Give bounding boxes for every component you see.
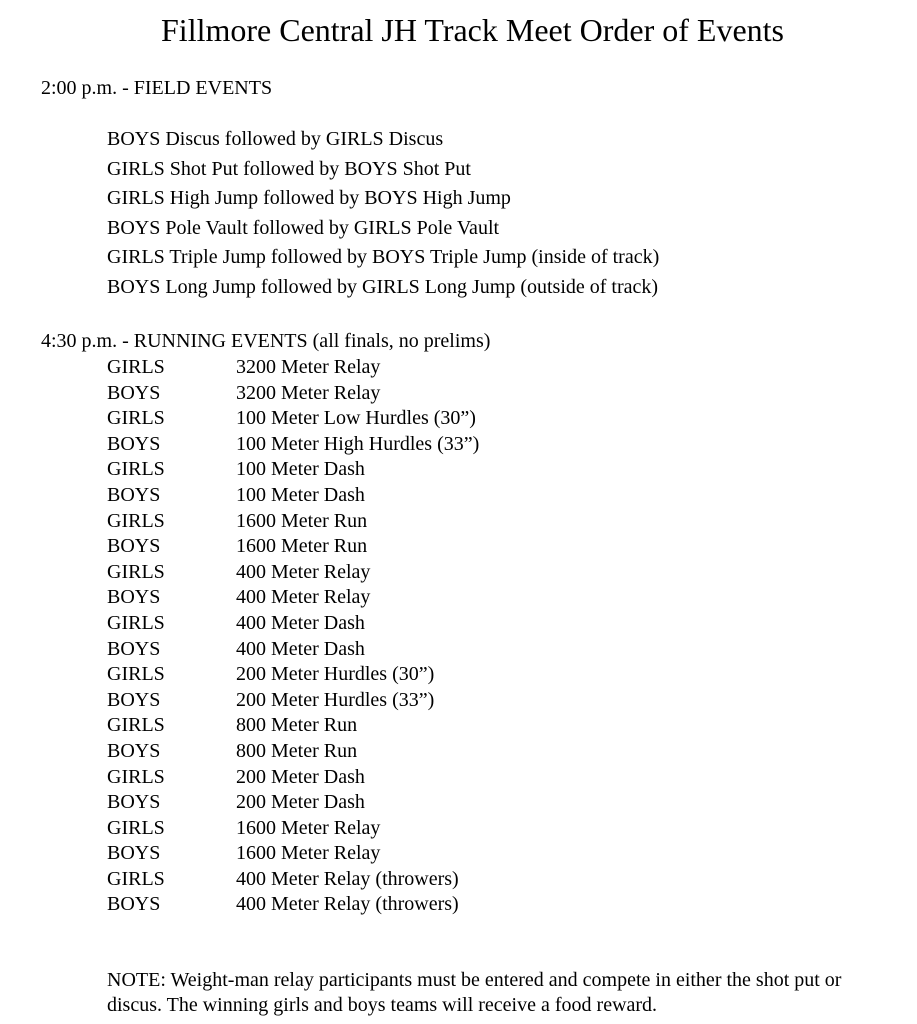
field-event-item: BOYS Pole Vault followed by GIRLS Pole Vault bbox=[107, 216, 500, 239]
running-event-name: 800 Meter Run bbox=[236, 739, 358, 762]
running-event-gender: BOYS bbox=[107, 791, 161, 814]
running-event-gender: BOYS bbox=[107, 535, 161, 558]
running-event-row bbox=[107, 457, 479, 483]
running-event-row bbox=[107, 534, 479, 560]
running-event-gender: GIRLS bbox=[107, 509, 165, 532]
running-events-heading: 4:30 p.m. - RUNNING EVENTS (all finals, no prelims) bbox=[41, 330, 491, 352]
running-event-name: 400 Meter Relay bbox=[236, 560, 371, 583]
running-event-row bbox=[107, 611, 479, 637]
running-events-list bbox=[107, 355, 479, 918]
running-event-name: 200 Meter Hurdles (30”) bbox=[236, 663, 435, 686]
running-event-name: 800 Meter Run bbox=[236, 714, 358, 737]
running-event-name: 200 Meter Hurdles (33”) bbox=[236, 688, 435, 711]
running-event-name: 1600 Meter Relay bbox=[236, 842, 381, 865]
running-event-row bbox=[107, 509, 479, 535]
running-event-row bbox=[107, 765, 479, 791]
running-event-row bbox=[107, 867, 479, 893]
running-event-gender: BOYS bbox=[107, 483, 161, 506]
running-event-row bbox=[107, 560, 479, 586]
running-event-name: 400 Meter Relay (throwers) bbox=[236, 867, 459, 890]
running-event-name: 100 Meter Dash bbox=[236, 458, 365, 481]
running-event-row bbox=[107, 637, 479, 663]
running-event-gender: BOYS bbox=[107, 381, 161, 404]
running-event-name: 400 Meter Relay bbox=[236, 586, 371, 609]
running-event-gender: BOYS bbox=[107, 637, 161, 660]
running-event-name: 100 Meter Dash bbox=[236, 483, 365, 506]
page-title: Fillmore Central JH Track Meet Order of Events bbox=[161, 12, 784, 48]
running-event-row bbox=[107, 355, 479, 381]
running-event-name: 400 Meter Dash bbox=[236, 611, 365, 634]
running-event-row bbox=[107, 406, 479, 432]
running-event-name: 400 Meter Dash bbox=[236, 637, 365, 660]
field-events-list bbox=[107, 125, 659, 303]
running-event-gender: BOYS bbox=[107, 586, 161, 609]
running-event-row bbox=[107, 688, 479, 714]
running-event-name: 100 Meter Low Hurdles (30”) bbox=[236, 407, 476, 430]
running-event-gender: GIRLS bbox=[107, 714, 165, 737]
running-event-row bbox=[107, 892, 479, 918]
running-event-row bbox=[107, 790, 479, 816]
running-event-gender: GIRLS bbox=[107, 611, 165, 634]
running-event-row bbox=[107, 816, 479, 842]
running-event-name: 1600 Meter Run bbox=[236, 535, 368, 558]
running-event-gender: BOYS bbox=[107, 688, 161, 711]
running-event-gender: BOYS bbox=[107, 842, 161, 865]
running-event-gender: GIRLS bbox=[107, 356, 165, 378]
field-event-item: GIRLS Shot Put followed by BOYS Shot Put bbox=[107, 157, 471, 180]
running-event-row bbox=[107, 841, 479, 867]
field-event-item: GIRLS Triple Jump followed by BOYS Triple Jump (inside of track) bbox=[107, 246, 660, 269]
field-event-item: BOYS Long Jump followed by GIRLS Long Jump (outside of track) bbox=[107, 275, 659, 298]
running-event-name: 3200 Meter Relay bbox=[236, 356, 381, 378]
running-event-row bbox=[107, 713, 479, 739]
running-event-row bbox=[107, 585, 479, 611]
running-event-name: 200 Meter Dash bbox=[236, 791, 365, 814]
running-event-gender: GIRLS bbox=[107, 765, 165, 788]
running-event-gender: GIRLS bbox=[107, 560, 165, 583]
field-event-item: GIRLS High Jump followed by BOYS High Jump bbox=[107, 187, 511, 210]
running-event-row bbox=[107, 483, 479, 509]
running-event-row bbox=[107, 662, 479, 688]
running-event-gender: GIRLS bbox=[107, 407, 165, 430]
running-event-gender: BOYS bbox=[107, 893, 161, 916]
running-event-name: 400 Meter Relay (throwers) bbox=[236, 893, 459, 916]
running-event-gender: GIRLS bbox=[107, 663, 165, 686]
running-event-gender: BOYS bbox=[107, 432, 161, 455]
running-event-gender: BOYS bbox=[107, 739, 161, 762]
running-event-name: 1600 Meter Run bbox=[236, 509, 368, 532]
running-event-name: 3200 Meter Relay bbox=[236, 381, 381, 404]
running-event-name: 100 Meter High Hurdles (33”) bbox=[236, 432, 480, 455]
running-event-row bbox=[107, 381, 479, 407]
running-event-gender: GIRLS bbox=[107, 458, 165, 481]
field-event-item: BOYS Discus followed by GIRLS Discus bbox=[107, 128, 444, 150]
running-event-name: 1600 Meter Relay bbox=[236, 816, 381, 839]
running-event-name: 200 Meter Dash bbox=[236, 765, 365, 788]
running-event-row bbox=[107, 432, 479, 458]
running-event-gender: GIRLS bbox=[107, 867, 165, 890]
field-events-heading: 2:00 p.m. - FIELD EVENTS bbox=[41, 77, 273, 99]
note-text: NOTE: Weight-man relay participants must be entered and compete in either the shot put or discus. The winning girls and boys teams will receive a food reward. bbox=[107, 969, 842, 1016]
running-event-gender: GIRLS bbox=[107, 816, 165, 839]
running-event-row bbox=[107, 739, 479, 765]
